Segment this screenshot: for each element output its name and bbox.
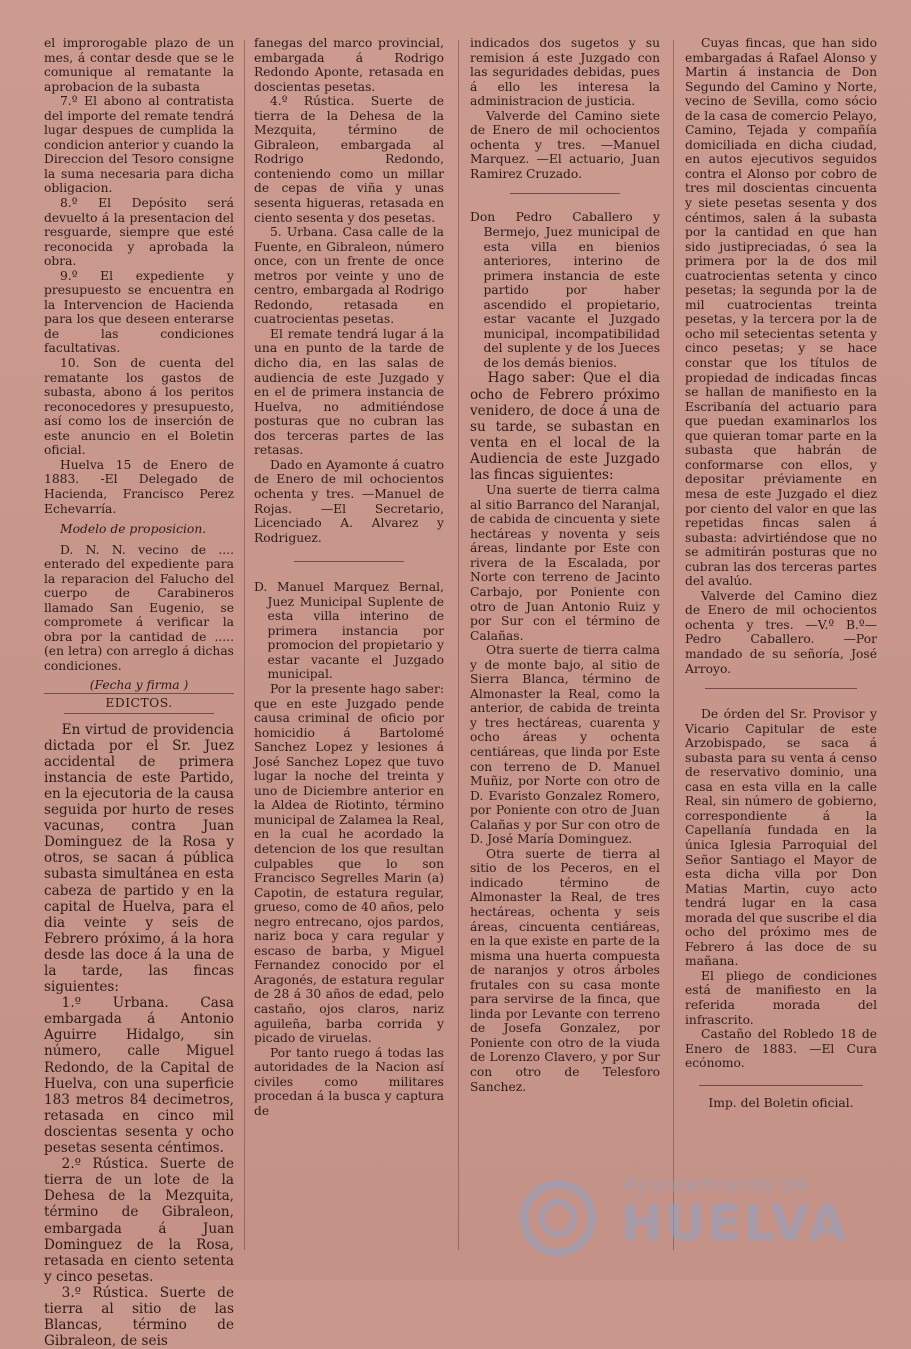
watermark-top-text: Ayuntamiento de (623, 1172, 810, 1196)
watermark-main-text: HUELVA (621, 1194, 849, 1252)
date-signature-note: (Fecha y firma ) (89, 677, 189, 692)
column-3 (470, 36, 660, 1254)
divider (705, 688, 857, 689)
signature-line: Valverde del Camino siete de Enero de mil ochocientos ochenta y tres. —Manuel Marquez. —El actuario, Juan Ramirez Cruzado. (470, 108, 660, 181)
paragraph: 5. Urbana. Casa calle de la Fuente, en Gibraleon, número once, con un frente de once metros por veinte y uno de centro, embargada al Rodrigo Redondo, retasada en cuatrocientas pesetas. (254, 225, 444, 327)
paragraph: indicados dos sugetos y su remision á este Juzgado con las seguridades debidas, pues á ello les interesa la administracion de justicia. (470, 36, 660, 109)
paragraph: En virtud de providencia dictada por el Sr. Juez accidental de primera instancia de este Partido, en la ejecutoria de la causa seguida por hurto de reses vacunas, contra Juan Dominguez de la Rosa y otros, se sacan á pública subasta simultánea en esta cabeza de partido y en la capital de Huelva, para el dia veinte y seis de Febrero próximo, á la hora desde las doce á la una de la tarde, las fincas siguientes: (44, 721, 234, 996)
paragraph: D. N. N. vecino de .... enterado del expediente para la reparacion del Falucho del cuerpo de Carabineros llamado San Eugenio, se compromete á verificar la obra por la cantidad de ..... (en letra) con arreglo á dichas condiciones. (44, 542, 234, 673)
paragraph: Por tanto ruego á todas las autoridades de la Nacion así civiles como militares procedan á la busca y captura de (254, 1045, 444, 1118)
paragraph: 1.º Urbana. Casa embargada á Antonio Aguirre Hidalgo, sin número, calle Miguel Redondo, de la Capital de Huelva, con una superficie 183 metros 84 decimetros, retasada en cinco mil doscientas sesenta y ocho pesetas sesenta céntimos. (44, 995, 234, 1157)
edict-heading: Don Pedro Caballero y Bermejo, Juez municipal de esta villa en bienios anteriores, interino de primera instancia de este partido por haber ascendido el propietario, estar vacante el Juzgado municipal, incompatibilidad del suplente y de los Jueces de los demás bienios. (470, 210, 660, 370)
section-subtitle: Modelo de proposicion. (59, 522, 207, 537)
paragraph: Cuyas fincas, que han sido embargadas á Rafael Alonso y Martin á instancia de Don Segundo del Camino y Norte, vecino de Sevilla, como sócio de la casa de comercio Pelayo, Camino, Tejada y compañía domiciliada en dicha ciudad, en autos ejecutivos seguidos contra el Alonso por cobro de tres mil doscientas cincuenta y siete pesetas sesenta y dos céntimos, salen á la subasta por la cantidad en que han sido justipreciadas, ó sea la primera por la de dos mil cuatrocientas setenta y cinco pesetas; la segunda por la de mil cuatrocientas treinta pesetas, y la tercera por la de ocho mil setecientas setenta y cinco pesetas; y se hace constar que los títulos de propiedad de indicadas fincas se hallan de manifiesto en la Escribanía del actuario para que puedan examinarlos los que quieran tomar parte en la subasta que habrán de conformarse con ellos, y depositar préviamente en mesa de este Juzgado el diez por ciento del valor en que las repetidas fincas salen á subasta: advirtiéndose que no se admitirán posturas que no cubran las dos terceras partes del avalúo. (685, 36, 877, 589)
paragraph: Otra suerte de tierra al sitio de los Peceros, en el indicado término de Almonaster la Real, de tres hectáreas, ochenta y seis áreas, cincuenta centiáreas, en la que existe en parte de la misma una huerta compuesta de naranjos y otros árboles frutales con su casa monte para servirse de la finca, que linda por Levante con terreno de Josefa Gonzalez, por Poniente con otro de la viuda de Lorenzo Clavero, y por Sur con otro de Telesforo Sanchez. (470, 846, 660, 1094)
column-1 (44, 36, 234, 1349)
column-divider (458, 40, 459, 1250)
paragraph: 10. Son de cuenta del rematante los gastos de subasta, abono á los peritos reconocedores y presupuesto, así como los de inserción de este anuncio en el Boletin oficial. (44, 356, 234, 458)
paragraph: Una suerte de tierra calma al sitio Barranco del Naranjal, de cabida de cincuenta y siete hectáreas y noventa y seis áreas, lindante por Este con rivera de la Escalada, por Norte con terreno de Jacinto Carbajo, por Poniente con otro de Juan Antonio Ruiz y por Sur con el término de Calañas. (470, 483, 660, 643)
column-2 (254, 36, 444, 1254)
divider (294, 561, 404, 562)
signature-line: Castaño del Robledo 18 de Enero de 1883. —El Cura ecónomo. (685, 1027, 877, 1071)
paragraph: el improrogable plazo de un mes, á contar desde que se le comunique al rematante la aprobacion de la subasta (44, 36, 234, 94)
paragraph: 4.º Rústica. Suerte de tierra de la Dehesa de la Mezquita, término de Gibraleon, embargada al Rodrigo Redondo, conteniendo como un millar de cepas de viña y unas sesenta higueras, retasada en ciento sesenta y dos pesetas. (254, 94, 444, 225)
paragraph: De órden del Sr. Provisor y Vicario Capitular de este Arzobispado, se saca á subasta para su venta á censo de reservativo dominio, una casa en esta villa en la calle Real, sin número de gobierno, correspondiente á la Capellanía fundada en la única Iglesia Parroquial del Señor Santiago el Mayor de esta dicha villa por Don Matias Martin, cuyo acto tendrá lugar en la casa morada del que suscribe el dia ocho del próximo mes de Febrero á las doce de su mañana. (685, 707, 877, 969)
divider (510, 193, 620, 194)
paragraph: fanegas del marco provincial, embargada á Rodrigo Redondo Aponte, retasada en doscientas pesetas. (254, 36, 444, 94)
section-heading-edictos: EDICTOS. (105, 696, 173, 711)
printer-credit: Imp. del Boletin oficial. (708, 1095, 854, 1110)
divider (44, 693, 234, 694)
column-4 (685, 36, 877, 1254)
column-divider (244, 40, 245, 1250)
edict-heading: D. Manuel Marquez Bernal, Juez Municipal Suplente de esta villa interino de primera instancia por promocion del propietario y estar vacante el Juzgado municipal. (254, 580, 444, 682)
signature-line: Dado en Ayamonte á cuatro de Enero de mil ochocientos ochenta y tres. —Manuel de Rojas. —El Secretario, Licenciado A. Alvarez y Rodriguez. (254, 457, 444, 545)
paragraph: Por la presente hago saber: que en este Juzgado pende causa criminal de oficio por homicidio á Bartolomé Sanchez Lopez y lesiones á José Sanchez Lopez que tuvo lugar la noche del treinta y uno de Diciembre anterior en la Aldea de Riotinto, término municipal de Zalamea la Real, en la cual he acordado la detencion de los que resultan culpables que lo son Francisco Segrelles Marin (a) Capotin, de estatura regular, grueso, como de 40 años, pelo negro entrecano, ojos pardos, nariz boca y cara regular y escaso de barba, y Miguel Fernandez conocido por el Aragonés, de estatura regular de 28 á 30 años de edad, pelo castaño, ojos claros, nariz aguileña, barba corrida y picado de viruelas. (254, 681, 444, 1046)
paragraph: Hago saber: Que el dia ocho de Febrero próximo venidero, de doce á una de su tarde, se subastan en venta en el local de la Audiencia de este Juzgado las fincas siguientes: (470, 370, 660, 484)
paragraph: 8.º El Depósito será devuelto á la presentacion del resguarde, siempre que esté reconocida y aprobada la obra. (44, 196, 234, 269)
divider (64, 713, 214, 714)
paragraph: 7.º El abono al contratista del importe del remate tendrá lugar despues de cumplida la condicion anterior y cuando la Direccion del Tesoro consigne la suma necesaria para dicha obligacion. (44, 94, 234, 196)
paragraph: 2.º Rústica. Suerte de tierra de un lote de la Dehesa de la Mezquita, término de Gibraleon, embargada á Juan Dominguez de la Rosa, retasada en ciento setenta y cinco pesetas. (44, 1156, 234, 1285)
paragraph: El remate tendrá lugar á la una en punto de la tarde de dicho dia, en las salas de audiencia de este Juzgado y en el de primera instancia de Huelva, no admitiéndose posturas que no cubran las dos terceras partes de las retasas. (254, 326, 444, 458)
paragraph: El pliego de condiciones está de manifiesto en la referida morada del infrascrito. (685, 968, 877, 1027)
signature-line: Huelva 15 de Enero de 1883. -El Delegado de Hacienda, Francisco Perez Echevarría. (44, 457, 234, 516)
paragraph: 3.º Rústica. Suerte de tierra al sitio de las Blancas, término de Gibraleon, de seis (44, 1284, 234, 1349)
paragraph: 9.º El expediente y presupuesto se encuentra en la Intervencion de Hacienda para los que deseen enterarse de las condiciones facultativas. (44, 268, 234, 356)
divider (699, 1085, 863, 1086)
signature-line: Valverde del Camino diez de Enero de mil ochocientos ochenta y tres. —V.º B.º— Pedro Caballero. —Por mandado de su señoría, José Arroyo. (685, 588, 877, 676)
paragraph: Otra suerte de tierra calma y de monte bajo, al sitio de Sierra Blanca, término de Almonaster la Real, como la anterior, de cabida de treinta y tres hectáreas, cuarenta y ocho áreas y ochenta centiáreas, que linda por Este con terreno de D. Manuel Muñiz, por Norte con otro de D. Evaristo Gonzalez Romero, por Poniente con otro de Juan Calañas y por Sur con otro de D. José María Dominguez. (470, 643, 660, 847)
column-divider (673, 40, 674, 1250)
